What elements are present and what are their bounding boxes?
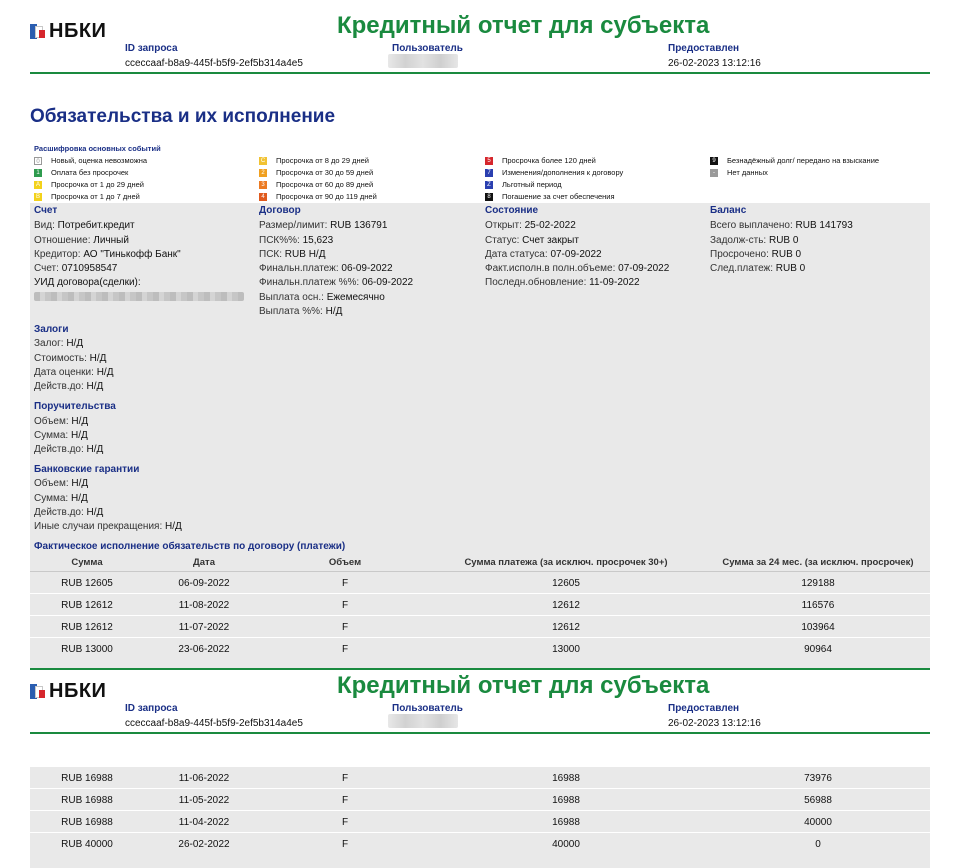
legend-item — [259, 156, 369, 165]
legend-label: Нет данных — [727, 168, 768, 177]
user-label: Пользователь — [392, 43, 463, 54]
table-header-divider — [30, 571, 930, 572]
table-cell: 23-06-2022 — [178, 644, 230, 655]
logo-text: НБКИ — [49, 20, 107, 42]
legend-label: Просрочка от 1 до 29 дней — [51, 180, 144, 189]
table-cell: RUB 16988 — [61, 773, 113, 784]
legend-label: Просрочка от 60 до 89 дней — [276, 180, 374, 189]
legend-label: Просрочка от 90 до 119 дней — [276, 192, 377, 201]
table-cell: F — [341, 795, 349, 806]
table-row-divider — [30, 810, 930, 811]
state-fact: Факт.исполн.в полн.объеме: 07-09-2022 — [485, 263, 670, 274]
legend-swatch-icon: 8 — [485, 193, 493, 201]
account-relation: Отношение: Личный — [34, 235, 129, 246]
contract-principal: Выплата осн.: Ежемесячно — [259, 292, 385, 303]
table-cell: RUB 12605 — [61, 578, 113, 589]
table-cell: 11-08-2022 — [178, 600, 230, 611]
table-cell: 11-05-2022 — [178, 795, 230, 806]
provided-value: 26-02-2023 13:12:16 — [668, 718, 761, 729]
state-status: Статус: Счет закрыт — [485, 235, 579, 246]
request-id-label: ID запроса — [125, 43, 178, 54]
balance-overdue: Просрочено: RUB 0 — [710, 249, 802, 260]
legend-swatch-icon: 1 — [34, 169, 42, 177]
header-divider — [30, 72, 930, 74]
legend-item — [485, 156, 596, 165]
legend-label: Новый, оценка невозможна — [51, 156, 148, 165]
nbki-logo-icon — [30, 684, 45, 699]
user-value-redacted — [388, 54, 458, 68]
account-number: Счет: 0710958547 — [34, 263, 118, 274]
state-status-date: Дата статуса: 07-09-2022 — [485, 249, 602, 260]
table-cell: RUB 12612 — [61, 600, 113, 611]
table-cell: 103964 — [801, 622, 835, 633]
table-cell: 129188 — [801, 578, 835, 589]
legend-label: Оплата без просрочек — [51, 168, 129, 177]
report-title: Кредитный отчет для субъекта — [337, 12, 710, 39]
table-cell: RUB 13000 — [61, 644, 113, 655]
legend-swatch-icon: 9 — [710, 157, 718, 165]
table-cell: 12612 — [552, 600, 580, 611]
legend-item — [34, 156, 147, 165]
account-uid-label: УИД договора(сделки): — [34, 277, 141, 288]
legend-swatch-icon: 5 — [485, 157, 493, 165]
table-cell: F — [341, 578, 349, 589]
guarantees-row: Сумма: Н/Д — [34, 430, 88, 441]
table-cell: 26-02-2022 — [178, 839, 230, 850]
table-cell: 116576 — [801, 600, 835, 611]
request-id-label: ID запроса — [125, 703, 178, 714]
state-last-update: Последн.обновление: 11-09-2022 — [485, 277, 640, 288]
legend-swatch-icon: A — [35, 181, 40, 188]
state-title: Состояние — [485, 205, 539, 216]
bank-guarantees-row: Объем: Н/Д — [34, 478, 89, 489]
account-type: Вид: Потребит.кредит — [34, 220, 135, 231]
table-cell: F — [341, 773, 349, 784]
collateral-title: Залоги — [34, 324, 69, 335]
table-cell: 16988 — [552, 817, 580, 828]
table-cell: 56988 — [804, 795, 832, 806]
nbki-logo-icon — [30, 24, 45, 39]
guarantees-row: Действ.до: Н/Д — [34, 444, 104, 455]
collateral-row: Залог: Н/Д — [34, 338, 84, 349]
legend-label: Льготный период — [502, 180, 562, 189]
legend-label: Просрочка от 1 до 7 дней — [51, 192, 140, 201]
table-row-divider — [30, 637, 930, 638]
legend-item — [259, 180, 373, 189]
table-cell: F — [341, 622, 349, 633]
legend-label: Безнадёжный долг/ передано на взыскание — [727, 156, 880, 165]
payments-panel-page2 — [30, 767, 930, 868]
bank-guarantees-row: Сумма: Н/Д — [34, 493, 88, 504]
table-cell: 40000 — [804, 817, 832, 828]
legend-label: Просрочка более 120 дней — [502, 156, 596, 165]
table-cell: 13000 — [552, 644, 580, 655]
table-cell: 06-09-2022 — [178, 578, 230, 589]
table-cell: 90964 — [804, 644, 832, 655]
legend-title: Расшифровка основных событий — [34, 144, 161, 153]
balance-paid: Всего выплачено: RUB 141793 — [710, 220, 853, 231]
legend-item — [259, 192, 377, 201]
contract-title: Договор — [259, 205, 301, 216]
table-row-divider — [30, 832, 930, 833]
legend-item — [485, 168, 623, 177]
legend-label: Просрочка от 8 до 29 дней — [276, 156, 369, 165]
guarantees-title: Поручительства — [34, 401, 116, 412]
legend-item — [710, 156, 879, 165]
collateral-row: Стоимость: Н/Д — [34, 353, 107, 364]
contract-interest: Выплата %%: Н/Д — [259, 306, 343, 317]
provided-label: Предоставлен — [668, 43, 740, 54]
section-title: Обязательства и их исполнение — [30, 106, 336, 127]
account-creditor: Кредитор: АО "Тинькофф Банк" — [34, 249, 181, 260]
col-payment-sum: Сумма платежа (за исключ. просрочек 30+) — [464, 557, 668, 568]
contract-psk: ПСК: RUB Н/Д — [259, 249, 326, 260]
legend-label: Погашение за счет обеспечения — [502, 192, 615, 201]
table-cell: 11-07-2022 — [178, 622, 230, 633]
payments-title: Фактическое исполнение обязательств по договору (платежи) — [34, 541, 346, 552]
col-volume: Объем — [328, 557, 362, 568]
legend-swatch-icon: 2 — [259, 169, 267, 177]
logo-text: НБКИ — [49, 680, 107, 702]
table-row-divider — [30, 788, 930, 789]
table-cell: F — [341, 839, 349, 850]
table-cell: 16988 — [552, 795, 580, 806]
legend-swatch-icon: Z — [485, 181, 493, 189]
table-cell: F — [341, 600, 349, 611]
nbki-logo — [30, 20, 106, 43]
legend-item — [485, 180, 562, 189]
report-header — [0, 0, 960, 69]
request-id-value: ccecсaaf-b8a9-445f-b5f9-2ef5b314a4e5 — [125, 58, 303, 69]
header-divider — [30, 732, 930, 734]
table-cell: F — [341, 644, 349, 655]
balance-next: След.платеж: RUB 0 — [710, 263, 806, 274]
col-24m-sum: Сумма за 24 мес. (за исключ. просрочек) — [722, 557, 914, 568]
legend-label: Просрочка от 30 до 59 дней — [276, 168, 374, 177]
table-cell: 11-06-2022 — [178, 773, 230, 784]
table-row-divider — [30, 615, 930, 616]
page-break-divider — [30, 668, 930, 670]
table-row-divider — [30, 593, 930, 594]
legend-swatch-icon: 0 — [34, 157, 42, 165]
bank-guarantees-row: Действ.до: Н/Д — [34, 507, 104, 518]
contract-size: Размер/лимит: RUB 136791 — [259, 220, 388, 231]
col-sum: Сумма — [71, 557, 103, 568]
account-uid-redacted — [34, 292, 244, 301]
table-cell: 73976 — [804, 773, 832, 784]
table-cell: RUB 16988 — [61, 817, 113, 828]
nbki-logo — [30, 680, 106, 703]
legend-swatch-icon: 7 — [485, 169, 493, 177]
balance-debt: Задолж-сть: RUB 0 — [710, 235, 799, 246]
contract-final-payment: Финальн.платеж: 06-09-2022 — [259, 263, 393, 274]
legend-swatch-icon: 4 — [259, 193, 267, 201]
table-cell: 12605 — [552, 578, 580, 589]
provided-value: 26-02-2023 13:12:16 — [668, 58, 761, 69]
account-title: Счет — [34, 205, 58, 216]
contract-psk-pct: ПСК%%: 15,623 — [259, 235, 334, 246]
legend-swatch-icon: B — [35, 193, 40, 200]
report-title: Кредитный отчет для субъекта — [337, 672, 710, 699]
table-cell: F — [341, 817, 349, 828]
legend-item — [34, 192, 140, 201]
provided-label: Предоставлен — [668, 703, 740, 714]
legend-item — [34, 168, 128, 177]
table-cell: 0 — [815, 839, 821, 850]
table-cell: 40000 — [552, 839, 580, 850]
table-cell: 12612 — [552, 622, 580, 633]
legend-swatch-icon: 3 — [259, 181, 267, 189]
user-value-redacted — [388, 714, 458, 728]
table-cell: 11-04-2022 — [178, 817, 230, 828]
table-cell: RUB 40000 — [61, 839, 113, 850]
bank-guarantees-title: Банковские гарантии — [34, 464, 140, 475]
table-cell: RUB 16988 — [61, 795, 113, 806]
legend-item — [259, 168, 373, 177]
bank-guarantees-row: Иные случаи прекращения: Н/Д — [34, 521, 182, 532]
request-id-value: ccecсaaf-b8a9-445f-b5f9-2ef5b314a4e5 — [125, 718, 303, 729]
collateral-row: Действ.до: Н/Д — [34, 381, 104, 392]
table-cell: 16988 — [552, 773, 580, 784]
col-date: Дата — [193, 557, 215, 568]
state-opened: Открыт: 25-02-2022 — [485, 220, 576, 231]
table-cell: RUB 12612 — [61, 622, 113, 633]
legend-swatch-icon: - — [710, 169, 718, 177]
legend-label: Изменения/дополнения к договору — [502, 168, 624, 177]
contract-final-payment-pct: Финальн.платеж %%: 06-09-2022 — [259, 277, 414, 288]
user-label: Пользователь — [392, 703, 463, 714]
guarantees-row: Объем: Н/Д — [34, 416, 89, 427]
balance-title: Баланс — [710, 205, 747, 216]
legend-item — [710, 168, 768, 177]
legend-item — [485, 192, 615, 201]
legend-swatch-icon: C — [260, 157, 266, 164]
collateral-row: Дата оценки: Н/Д — [34, 367, 114, 378]
legend-item — [34, 180, 144, 189]
